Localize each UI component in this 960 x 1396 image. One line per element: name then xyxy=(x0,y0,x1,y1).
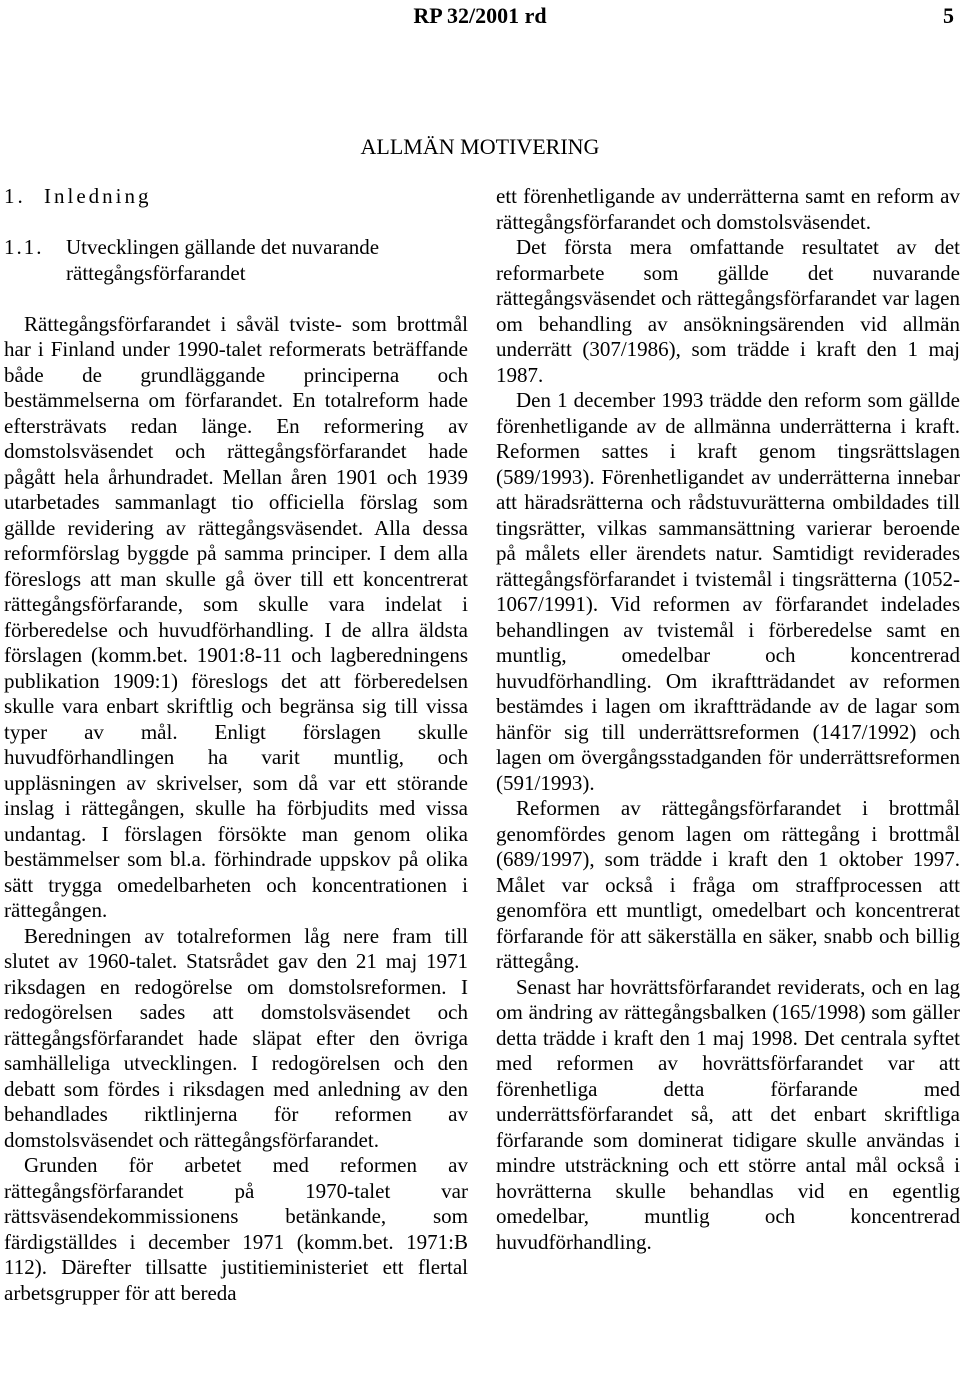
section-heading: ALLMÄN MOTIVERING xyxy=(360,134,600,159)
paragraph: Reformen av rättegångsförfarandet i brottmål genomfördes genom lagen om rättegång i brottmål (689/1997), som trädde i kraft den 1 oktober 1997. Målet var också i fråga om straffprocessen att genomföra ett muntligt, omedelbart och koncentrerat förfarande för att säkerställa en säker, snabb och billig rättegång. xyxy=(496,796,960,973)
page-number: 5 xyxy=(943,3,954,28)
paragraph: Den 1 december 1993 trädde den reform som gällde förenhetligande av de allmänna underrätterna i kraft. Reformen sattes i kraft genom tingsrättslagen (589/1993). Förenhetligandet av underrätterna innebar att häradsrätterna och rådstuvurätterna ombildades till tingsrätter, vilkas sammansättning varierar beroende på målets eller ärendets natur. Samtidigt reviderades rättegångsförfarandet i tvistemål i tingsrätterna (1052-1067/1991). Vid reformen av förfarandet indelades behandlingen av tvistemål i förberedelse samt en muntlig, omedelbar och koncentrerad huvudförhandling. Om ikraftträdandet av reformen bestämdes i lagen om ikraftträdande av de lagar som hänför sig till underrättsreformen (1417/1992) och lagen om övergångsstadganden för underrättsreformen (591/1993). xyxy=(496,388,960,795)
paragraph: Rättegångsförfarandet i såväl tviste- som brottmål har i Finland under 1990-talet reformerats beträffande både de grundläggande principerna och bestämmelserna om förfarandet. En totalreform hade eftersträvats redan länge. En reformering av domstolsväsendet och rättegångsförfarandet hade pågått hela århundradet. Mellan åren 1901 och 1939 utarbetades sammanlagt tio officiella förslag som gällde revidering av rättegångsväsendet. Alla dessa reformförslag byggde på samma principer. I dem alla föreslogs att man skulle gå över till ett koncentrerat rättegångsförfarande, som skulle vara indelat i förberedelse och huvudförhandling. I de allra äldsta förslagen (komm.bet. 1901:8-11 och lagberedningens publikation 1909:1) föreslogs det att förberedelsen skulle vara enbart skriftlig och begränsa sig till vissa typer av mål. Enligt förslagen skulle huvudförhandlingen ha varit muntlig, och uppläsningen av skrivelser, som då var ett störande inslag i rättegången, skulle ha förbjudits med vissa undantag. I förslagen försökte man genom olika bestämmelser som bl.a. förhindrade uppskov på olika sätt trygga omedelbarheten och koncentrationen i rättegången. xyxy=(4,311,468,922)
paragraph: Grunden för arbetet med reformen av rättegångsförfarandet på 1970-talet var rättsväsendekommissionens betänkande, som färdigställdes i december 1971 (komm.bet. 1971:B 112). Därefter tillsatte justitieministeriet ett flertal arbetsgrupper för att bereda xyxy=(4,1153,468,1305)
paragraph: Det första mera omfattande resultatet av det reformarbete som gällde det nuvarande rättegångsväsendet och rättegångsförfarandet var lagen om behandling av ansökningsärenden vid allmän underrätt (307/1986), som trädde i kraft den 1 maj 1987. xyxy=(496,235,960,387)
paragraph: ett förenhetligande av underrätterna samt en reform av rättegångsförfarandet och domstolsväsendet. xyxy=(496,184,960,234)
chapter-number: 1. xyxy=(4,184,26,208)
paragraph: Senast har hovrättsförfarandet reviderats, och en lag om ändring av rättegångsbalken (165/1998) som gäller detta trädde i kraft den 1 maj 1998. Det centrala syftet med reformen av hovrättsförfarandet var att förenhetliga detta förfarande med underrättsförfarandet så, att det enbart skriftliga förfarande som dominerat tidigare skulle användas i mindre utsträckning och ett större antal mål också i hovrätterna skulle behandlas vid en egentlig omedelbar, muntlig och koncentrerad huvudförhandling. xyxy=(496,974,960,1254)
paragraph: Beredningen av totalreformen låg nere fram till slutet av 1960-talet. Statsrådet gav den 21 maj 1971 riksdagen en redogörelse om domstolsreformen. I redogörelsen sades att domstolsväsendet och rättegångsförfarandet hade släpat efter den övriga samhälleliga utvecklingen. I redogörelsen och den debatt som fördes i riksdagen med anledning av den behandlades riktlinjerna för reformen av domstolsväsendet och rättegångsförfarandet. xyxy=(4,923,468,1152)
subsection-title: Utvecklingen gällande det nuvarande rättegångsförfarandet xyxy=(66,235,380,285)
chapter-heading xyxy=(4,184,468,210)
right-column xyxy=(496,184,960,1255)
chapter-title: Inledning xyxy=(44,184,152,208)
subsection-number: 1.1. xyxy=(4,235,44,259)
subsection-heading xyxy=(4,235,468,286)
left-column xyxy=(4,184,468,1306)
page-header-title: RP 32/2001 rd xyxy=(413,3,547,28)
